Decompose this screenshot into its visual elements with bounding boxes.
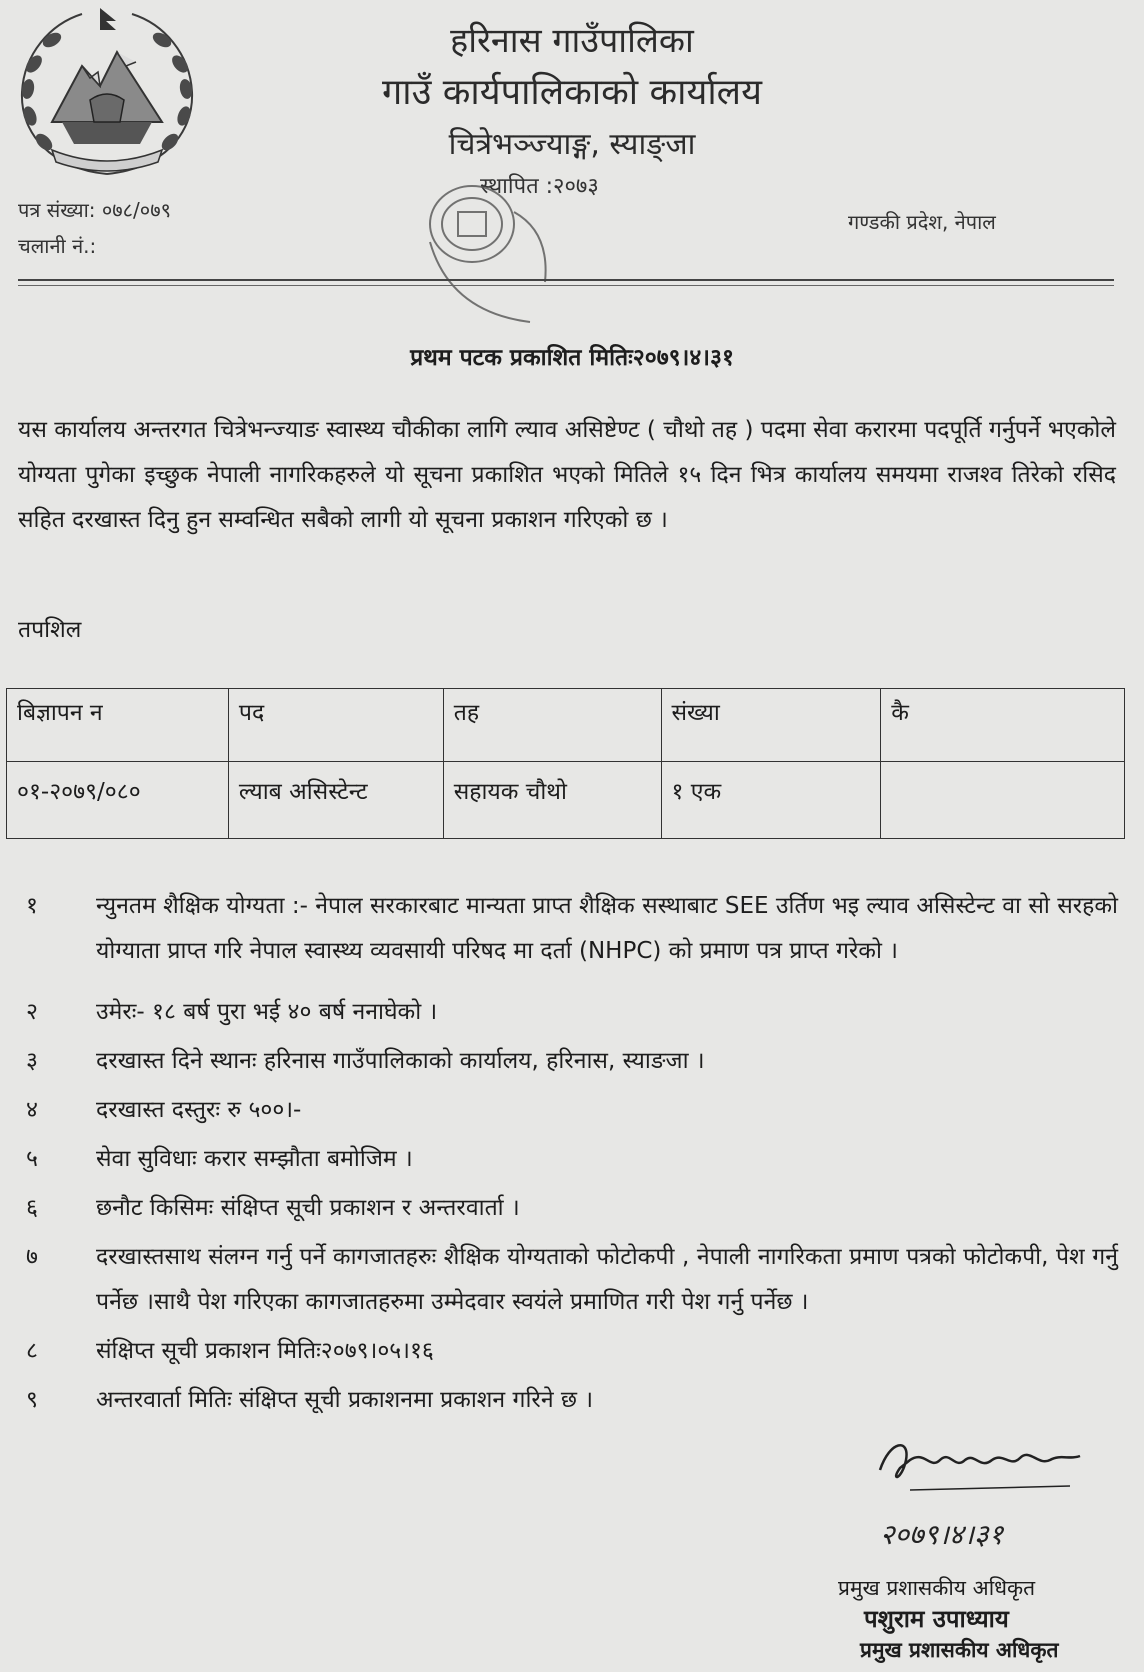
list-item-text: उमेरः- १८ बर्ष पुरा भई ४० बर्ष ननाघेको । xyxy=(96,999,438,1025)
table-header-row xyxy=(7,689,1125,762)
letter-number: पत्र संख्या: ०७८/०७९ xyxy=(18,198,171,222)
list-item-number: ४ xyxy=(26,1097,38,1123)
office-location: चित्रेभञ्ज्याङ्ग, स्याङ्जा xyxy=(448,127,696,162)
list-item-number: ९ xyxy=(26,1387,38,1413)
list-item-text: दरखास्त दस्तुरः रु ५००।- xyxy=(96,1097,302,1123)
list-item-text: न्युनतम शैक्षिक योग्यता :- नेपाल सरकारबाट मान्यता प्राप्त शैक्षिक सस्थाबाट SEE उर्तिण भइ ल्याव असिस्टेन्ट वा सो सरहको योग्याता प्राप्त गरि नेपाल स्वास्थ्य व्यवसायी परिषद मा दर्ता (NHPC) को प्रमाण पत्र प्राप्त गरेको । xyxy=(96,893,1118,964)
signatory-name: पशुराम उपाध्याय xyxy=(864,1605,1009,1633)
list-item xyxy=(18,884,1118,974)
header-post: पद xyxy=(228,689,443,762)
office-seal-stamp-icon xyxy=(410,172,610,342)
list-item-number: ६ xyxy=(26,1195,38,1221)
handwritten-signature-icon xyxy=(870,1430,1090,1520)
list-item-text: दरखास्तसाथ संलग्न गर्नु पर्ने कागजातहरुः शैक्षिक योग्यताको फोटोकपी , नेपाली नागरिकता प्रमाण पत्रको फोटोकपी, पेश गर्नु पर्नेछ ।साथै पेश गरिएका कागजातहरुमा उम्मेदवार स्वयंले प्रमाणित गरी पेश गर्नु पर्नेछ । xyxy=(96,1244,1118,1315)
list-item-text: छनौट किसिमः संक्षिप्त सूची प्रकाशन र अन्तरवार्ता । xyxy=(96,1195,520,1221)
table-row xyxy=(7,762,1125,839)
publication-date: प्रथम पटक प्रकाशित मितिः२०७९।४।३१ xyxy=(410,345,734,371)
list-item-text: दरखास्त दिने स्थानः हरिनास गाउँपालिकाको कार्यालय, हरिनास, स्याङजा । xyxy=(96,1048,705,1074)
notice-body: यस कार्यालय अन्तरगत चित्रेभन्ज्याङ स्वास्थ्य चौकीका लागि ल्याव असिष्टेण्ट ( चौथो तह ) पदमा सेवा करारमा पदपूर्ति गर्नुपर्ने भएकोले योग्यता पुगेका इच्छुक नेपाली नागरिकहरुले यो सूचना प्रकाशित भएको मितिले १५ दिन भित्र कार्यालय समयमा राजश्व तिरेको रसिद सहित दरखास्त दिनु हुन सम्वन्धित सबैको लागी यो सूचना प्रकाशन गरिएको छ । xyxy=(18,417,1116,533)
established-year: स्थापित :२०७३ xyxy=(480,174,599,199)
list-item-number: ७ xyxy=(26,1244,38,1270)
cell-ad-number: ०१-२०७९/०८० xyxy=(7,762,229,839)
details-heading: तपशिल xyxy=(18,617,82,643)
list-item xyxy=(18,1329,1118,1374)
header-remarks: कै xyxy=(881,689,1125,762)
list-item-number: १ xyxy=(26,893,38,919)
list-item-number: ३ xyxy=(26,1048,38,1074)
dispatch-number: चलानी नं.: xyxy=(18,234,97,258)
header-count: संख्या xyxy=(661,689,881,762)
list-item xyxy=(18,1088,1118,1133)
cell-level: सहायक चौथो xyxy=(443,762,661,839)
list-item xyxy=(18,1378,816,1423)
header-ad-number: बिज्ञापन न xyxy=(7,689,229,762)
header-divider xyxy=(18,279,1114,281)
header-divider-thin xyxy=(18,285,1114,286)
signatory-designation: प्रमुख प्रशासकीय अधिकृत xyxy=(860,1638,1059,1662)
list-item-text: सेवा सुविधाः करार सम्झौता बमोजिम । xyxy=(96,1146,413,1172)
list-item-number: २ xyxy=(26,999,38,1025)
list-item xyxy=(18,1039,1118,1084)
list-item xyxy=(18,1137,1118,1182)
office-name-line2: गाउँ कार्यपालिकाको कार्यालय xyxy=(382,72,762,113)
list-item xyxy=(18,1235,1118,1325)
header-level: तह xyxy=(443,689,661,762)
vacancy-table xyxy=(6,688,1125,839)
province-name: गण्डकी प्रदेश, नेपाल xyxy=(848,210,996,234)
signatory-title: प्रमुख प्रशासकीय अधिकृत xyxy=(838,1576,1036,1600)
list-item xyxy=(18,1186,1118,1231)
office-name-line1: हरिनास गाउँपालिका xyxy=(450,21,694,61)
list-item xyxy=(18,990,1118,1035)
list-item-number: ८ xyxy=(26,1338,38,1364)
cell-remarks xyxy=(881,762,1125,839)
signature-date: २०७९।४।३१ xyxy=(880,1518,1004,1551)
cell-count: १ एक xyxy=(661,762,881,839)
cell-post: ल्याब असिस्टेन्ट xyxy=(228,762,443,839)
requirements-list xyxy=(18,884,1118,1423)
list-item-number: ५ xyxy=(26,1146,38,1172)
list-item-text: संक्षिप्त सूची प्रकाशन मितिः२०७९।०५।१६ xyxy=(96,1338,434,1364)
list-item-text: अन्तरवार्ता मितिः संक्षिप्त सूची प्रकाशनमा प्रकाशन गरिने छ । xyxy=(96,1387,594,1413)
